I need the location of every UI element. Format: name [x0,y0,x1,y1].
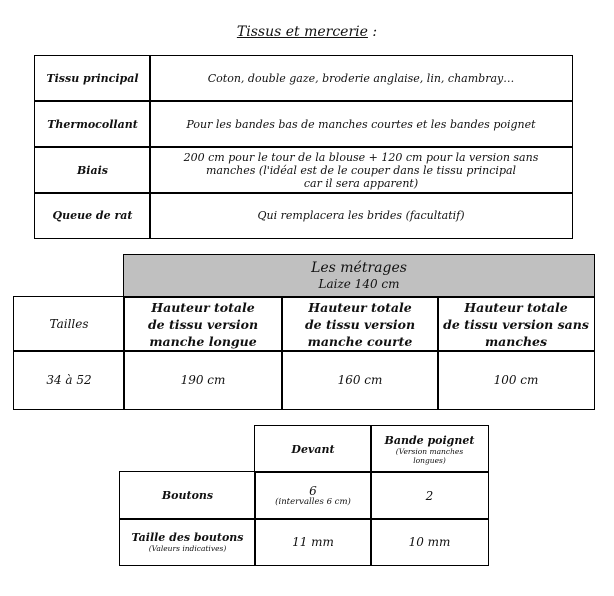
value-manche-courte: 160 cm [281,350,439,410]
boutons-bande-cell: 2 [370,471,489,520]
value-manche-longue: 190 cm [123,350,283,410]
supply-value-tissu: Coton, double gaze, broderie anglaise, lin, chambray… [149,55,573,102]
taille-bande-cell: 10 mm [370,518,489,566]
row-label-boutons: Boutons [119,471,256,520]
column-header-devant: Devant [254,425,372,473]
column-header-manche-longue: Hauteur totale de tissu version manche longue [123,296,283,352]
metrages-title: Les métrages [311,260,407,276]
column-header-manche-courte: Hauteur totale de tissu version manche courte [281,296,439,352]
boutons-devant-cell: 6 (intervalles 6 cm) [254,471,372,520]
size-range-cell: 34 à 52 [13,350,125,410]
supply-label-queue: Queue de rat [34,192,151,239]
tailles-header: Tailles [13,296,125,352]
supply-label-thermocollant: Thermocollant [34,100,151,148]
supply-label-tissu: Tissu principal [34,55,151,102]
taille-devant-cell: 11 mm [254,518,372,566]
metrages-header [123,254,595,298]
supply-value-thermocollant: Pour les bandes bas de manches courtes et les bandes poignet [149,100,573,148]
row-label-taille-boutons: Taille des boutons (Valeurs indicatives) [119,518,256,566]
supply-label-biais: Biais [34,146,151,194]
column-header-bande-poignet: Bande poignet (Version manches longues) [370,425,489,473]
page-title: Tissus et mercerie : [236,24,378,40]
value-sans-manches: 100 cm [437,350,595,410]
supply-value-queue: Qui remplacera les brides (facultatif) [149,192,573,239]
column-header-sans-manches: Hauteur totale de tissu version sans manches [437,296,595,352]
supply-value-biais: 200 cm pour le tour de la blouse + 120 cm pour la version sans manches (l'idéal est de le couper dans le tissu principal car il sera apparent) [149,146,573,194]
metrages-subtitle: Laize 140 cm [318,277,400,291]
